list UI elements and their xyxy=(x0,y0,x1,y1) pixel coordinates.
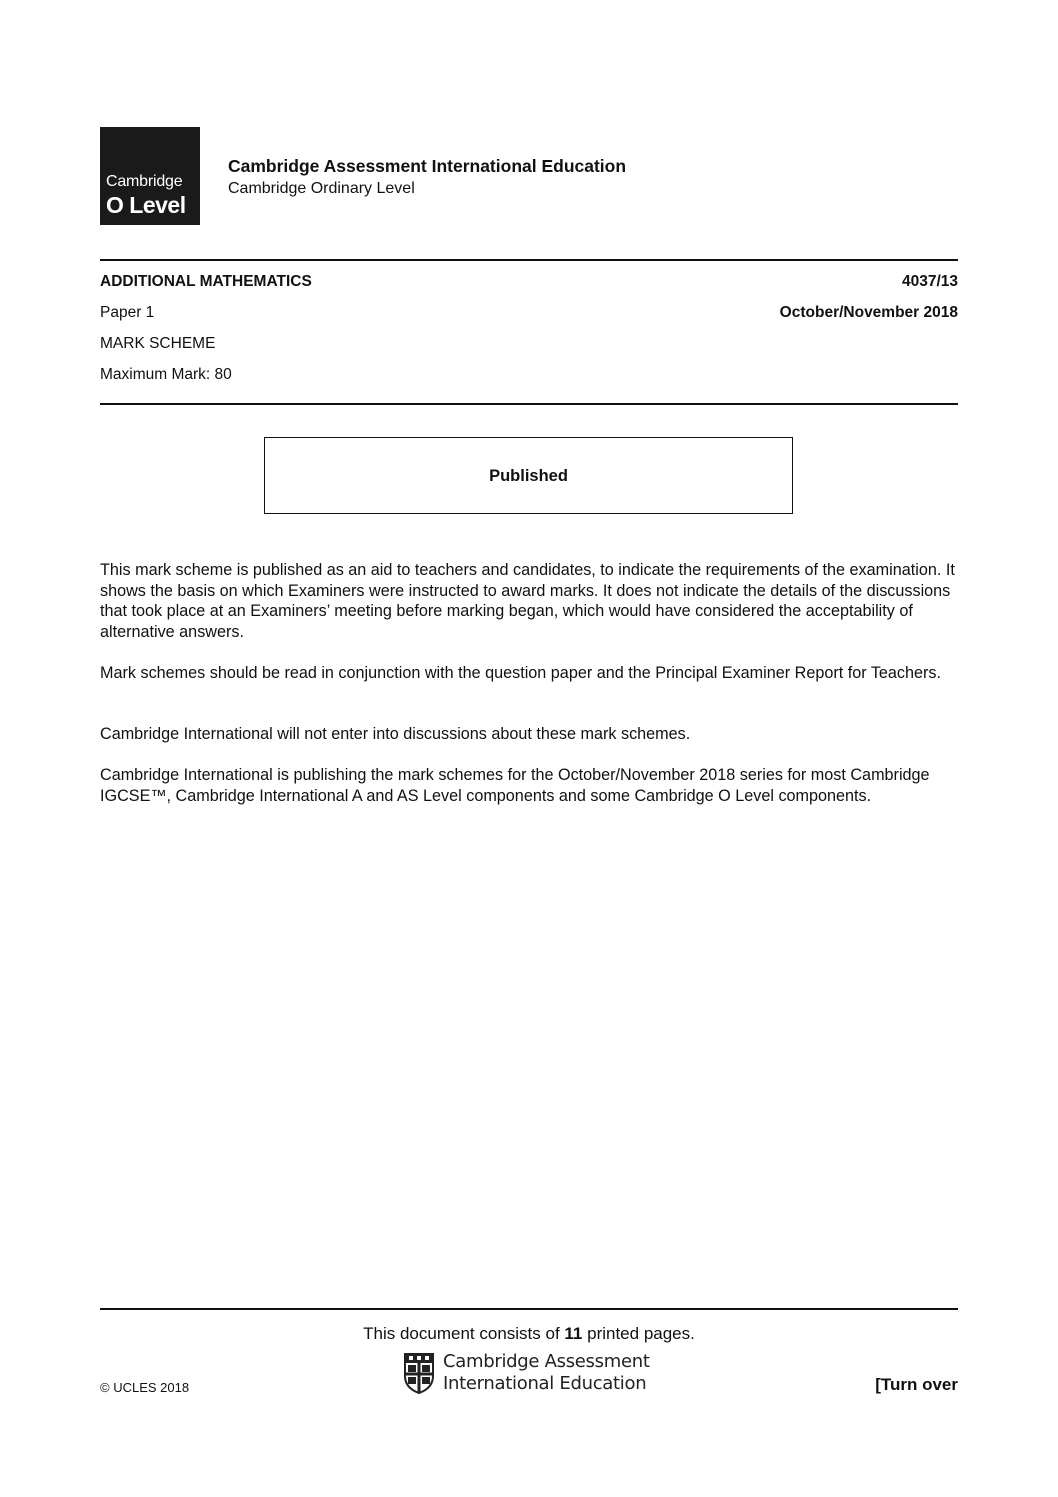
page-count-number: 11 xyxy=(564,1324,583,1343)
maximum-mark: Maximum Mark: 80 xyxy=(100,366,232,383)
page-count-suffix: printed pages. xyxy=(582,1324,695,1343)
cambridge-crest-icon xyxy=(403,1352,435,1394)
logo-text-o-level: O Level xyxy=(106,192,186,218)
meta-divider xyxy=(100,403,958,405)
status-box xyxy=(264,437,793,514)
page-count-prefix: This document consists of xyxy=(363,1324,565,1343)
paragraph-conjunction: Mark schemes should be read in conjunction with the question paper and the Principal Examiner Report for Teachers. xyxy=(100,664,942,682)
document-type: MARK SCHEME xyxy=(100,335,216,352)
paragraph-publishing: Cambridge International is publishing the mark schemes for the October/November 2018 series for most Cambridge IGCSE™, Cambridge International A and AS Level components and some Cambridge O Level components. xyxy=(100,766,930,805)
syllabus-code: 4037/13 xyxy=(901,273,958,290)
paper-number: Paper 1 xyxy=(100,304,155,321)
logo-text-cambridge: Cambridge xyxy=(106,173,183,190)
cambridge-assessment-brand-line1: Cambridge Assessment xyxy=(443,1351,650,1372)
status-label: Published xyxy=(489,467,568,485)
paragraph-no-discussion: Cambridge International will not enter into discussions about these mark schemes. xyxy=(100,725,691,743)
copyright-notice: © UCLES 2018 xyxy=(100,1380,190,1395)
organisation-name: Cambridge Assessment International Education xyxy=(228,156,627,176)
exam-series: October/November 2018 xyxy=(779,304,958,321)
footer-divider xyxy=(100,1308,958,1310)
subject-title: ADDITIONAL MATHEMATICS xyxy=(100,273,312,290)
page-count-statement xyxy=(0,1324,1058,1344)
top-divider xyxy=(100,259,958,261)
cambridge-o-level-logo xyxy=(100,127,200,225)
qualification-name: Cambridge Ordinary Level xyxy=(228,180,415,197)
turn-over-marker: [Turn over xyxy=(875,1375,958,1394)
cambridge-assessment-brand-line2: International Education xyxy=(443,1373,647,1394)
paragraph-purpose: This mark scheme is published as an aid to teachers and candidates, to indicate the requirements of the examination. It shows the basis on which Examiners were instructed to award marks. It does not indicate the details of the discussions that took place at an Examiners’ meeting before marking began, which would have considered the acceptability of alternative answers. xyxy=(100,561,955,641)
